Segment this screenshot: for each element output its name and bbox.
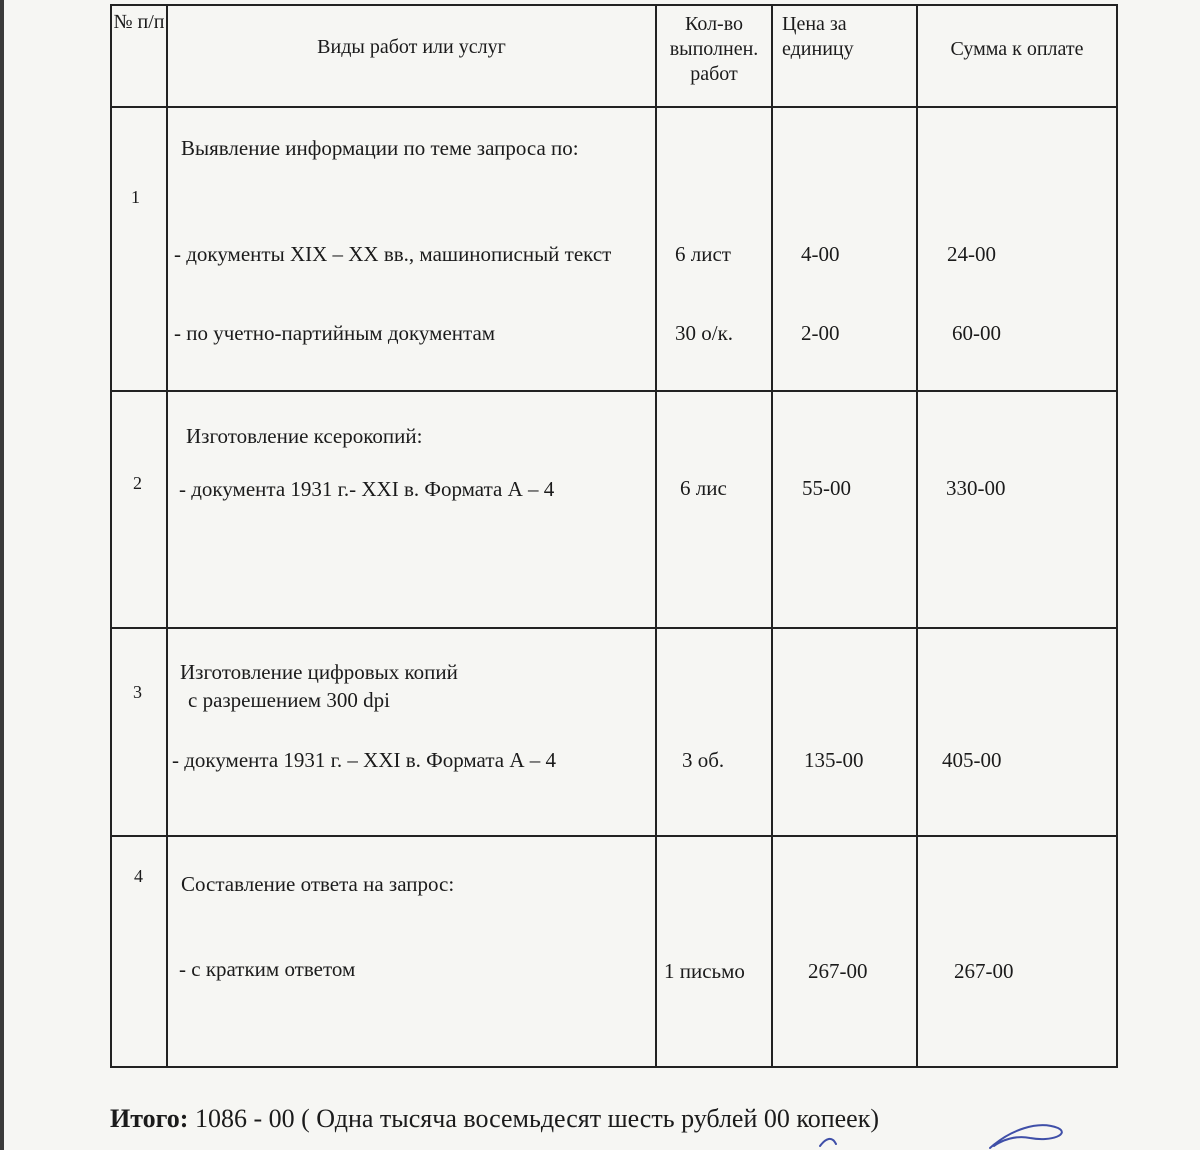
header-work: Виды работ или услуг xyxy=(317,36,506,58)
item-text: - документа 1931 г.- XXI в. Формата А – 4 xyxy=(179,477,555,501)
total-value: 1086 - 00 ( Одна тысяча восемьдесят шесть рублей 00 копеек) xyxy=(194,1104,879,1133)
row-title: Изготовление ксерокопий: xyxy=(186,424,423,448)
item-qty: 6 лист xyxy=(675,242,731,266)
table-border-left xyxy=(110,4,112,1068)
item-sum: 24-00 xyxy=(947,242,996,266)
column-divider xyxy=(771,4,773,1068)
item-sum: 330-00 xyxy=(946,476,1006,500)
item-qty: 30 о/к. xyxy=(675,321,734,345)
row-number: 3 xyxy=(133,682,142,702)
item-text: - документы XIX – XX вв., машинописный текст xyxy=(174,242,612,266)
total-label: Итого: xyxy=(110,1104,189,1133)
item-qty: 1 письмо xyxy=(664,959,745,983)
header-num: № п/п xyxy=(113,11,165,33)
item-sum: 60-00 xyxy=(952,321,1001,345)
row-number: 2 xyxy=(133,473,142,493)
header-sum: Сумма к оплате xyxy=(950,38,1084,60)
item-text: - документа 1931 г. – XXI в. Формата А – 4 xyxy=(172,748,557,772)
item-qty: 6 лис xyxy=(680,476,727,500)
row-number: 1 xyxy=(131,187,140,207)
row-title: Выявление информации по теме запроса по: xyxy=(181,136,579,160)
header-qty: Кол-во выполнен. работ xyxy=(669,13,759,85)
row-divider xyxy=(110,106,1118,108)
column-divider xyxy=(655,4,657,1068)
row-number: 4 xyxy=(134,866,143,886)
item-sum: 405-00 xyxy=(942,748,1002,772)
item-price: 4-00 xyxy=(801,242,840,266)
total-line xyxy=(110,1104,879,1134)
item-text: - с кратким ответом xyxy=(179,957,356,981)
item-price: 267-00 xyxy=(808,959,868,983)
row-divider xyxy=(110,390,1118,392)
item-price: 135-00 xyxy=(804,748,864,772)
table-border-right xyxy=(1116,4,1118,1068)
item-text: - по учетно-партийным документам xyxy=(174,321,496,345)
row-title: Составление ответа на запрос: xyxy=(181,872,455,896)
item-qty: 3 об. xyxy=(682,748,725,772)
column-divider xyxy=(916,4,918,1068)
header-price: Цена за единицу xyxy=(782,13,854,60)
signature-mark xyxy=(780,1108,1080,1150)
row-title: Изготовление цифровых копий xyxy=(180,660,458,684)
item-sum: 267-00 xyxy=(954,959,1014,983)
row-divider xyxy=(110,627,1118,629)
scan-page-edge xyxy=(0,0,4,1150)
row-divider xyxy=(110,835,1118,837)
table-border-bottom xyxy=(110,1066,1118,1068)
item-price: 2-00 xyxy=(801,321,840,345)
table-border-top xyxy=(110,4,1118,6)
item-price: 55-00 xyxy=(802,476,851,500)
column-divider xyxy=(166,4,168,1068)
row-subtitle: с разрешением 300 dpi xyxy=(188,688,390,712)
